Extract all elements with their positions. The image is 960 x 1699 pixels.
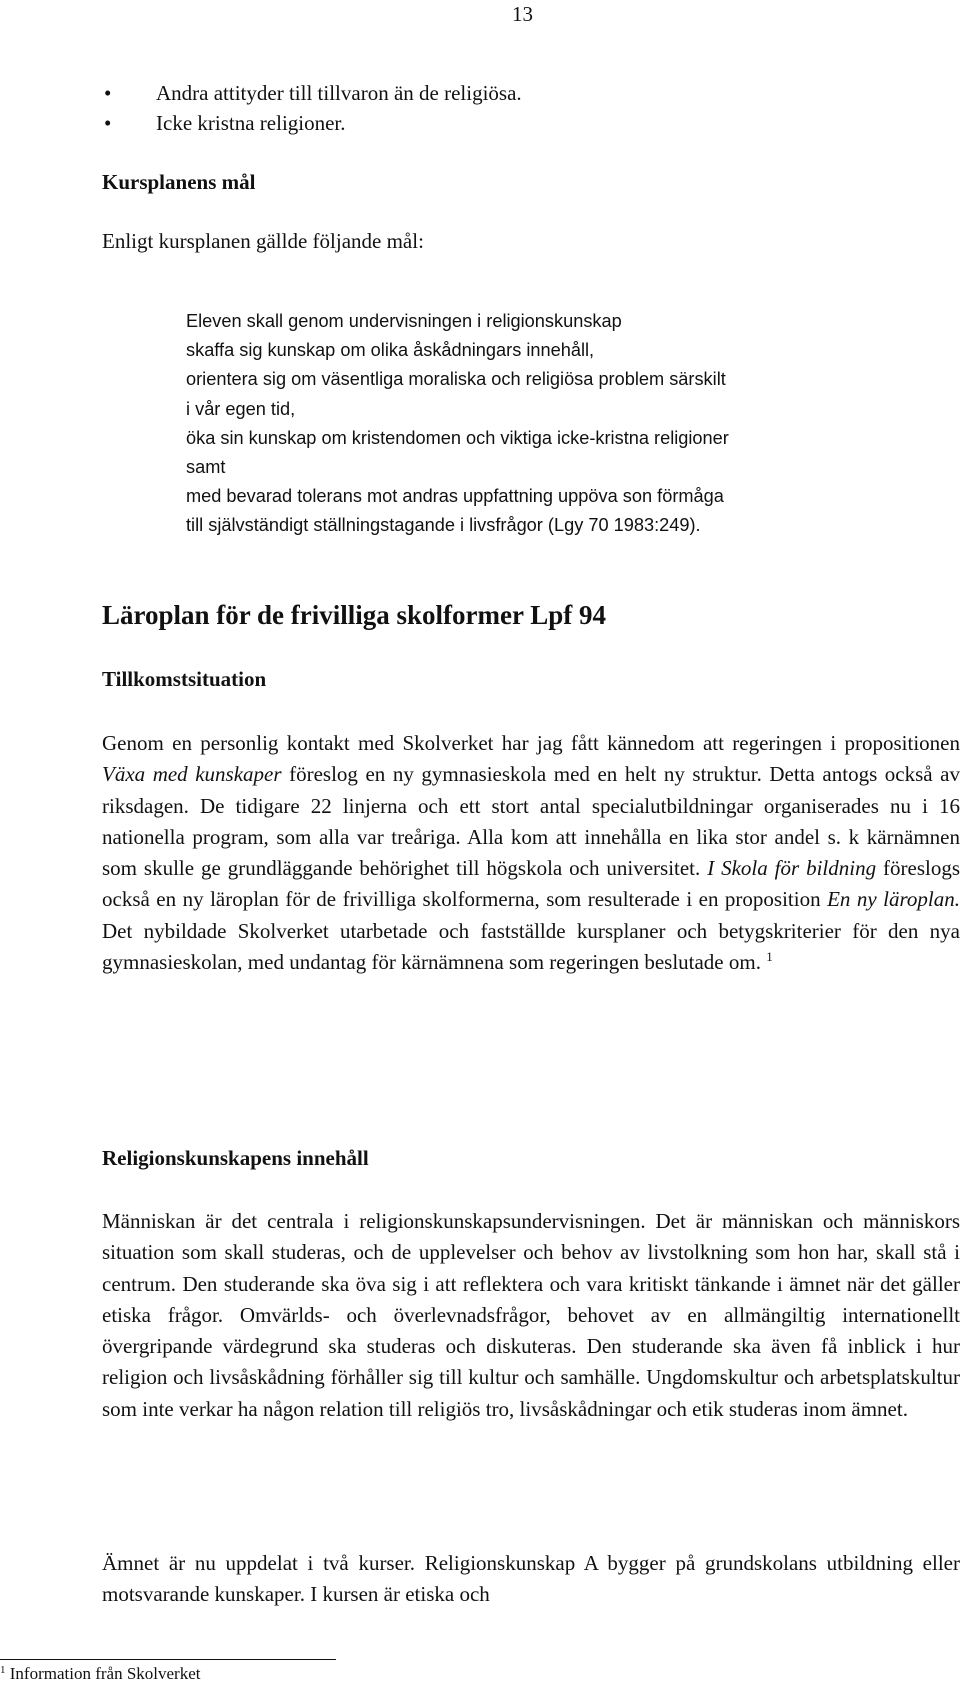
para-text: föreslogs också en ny läroplan för de frivilliga skolformerna, som resulterade i en proposition [102, 856, 960, 912]
quote-line: orientera sig om väsentliga moraliska och religiösa problem särskilt [186, 369, 726, 390]
quote-line: i vår egen tid, [186, 398, 296, 419]
para-text: Det nybildade Skolverket utarbetade och fastställde kursplaner och betygskriterier för den nya gymnasieskolan, med undantag för kärnämnena som regeringen beslutade om. [102, 918, 960, 975]
heading-tillkomstsituation: Tillkomstsituation [102, 667, 267, 691]
bullet-list [104, 78, 522, 138]
footnote-number: 1 [0, 1664, 6, 1676]
kursplan-intro: Enligt kursplanen gällde följande mål: [102, 229, 424, 253]
footnote-reference: 1 [766, 949, 773, 965]
bullet-item: • Icke kristna religioner. [104, 108, 522, 138]
quote-line: samt [186, 457, 226, 478]
italic-title: I Skola för bildning [707, 856, 877, 881]
heading-laroplan: Läroplan för de frivilliga skolformer Lpf 94 [102, 600, 606, 630]
footnote-rule [0, 1659, 336, 1660]
quote-line: öka sin kunskap om kristendomen och viktiga icke-kristna religioner [186, 427, 729, 448]
italic-title: Växa med kunskaper [102, 762, 282, 787]
paragraph-kurser: Ämnet är nu uppdelat i två kurser. Religionskunskap A bygger på grundskolans utbildning eller motsvarande kunskaper. I kursen är etiska och [102, 1551, 960, 1607]
heading-religionskunskapens-innehall: Religionskunskapens innehåll [102, 1146, 369, 1170]
kursplan-quote [186, 307, 906, 541]
quote-line: Eleven skall genom undervisningen i religionskunskap [186, 311, 622, 331]
quote-line: skaffa sig kunskap om olika åskådningars innehåll, [186, 340, 595, 361]
heading-kursplanens-mal: Kursplanens mål [102, 170, 256, 194]
para-text: Genom en personlig kontakt med Skolverket har jag fått kännedom att regeringen i propositionen [102, 731, 960, 755]
footnote-text: Information från Skolverket [9, 1664, 201, 1683]
paragraph-innehall: Människan är det centrala i religionskunskapsundervisningen. Det är människan och människors situation som skall studeras, och de upplevelser och behov av livstolkning som hon har, skall stå i centrum. Den studerande ska öva sig i att reflektera och vara kritiskt tänkande i ämnet när det gäller etiska frågor. Omvärlds- och överlevnadsfrågor, behovet av en allmängiltig internationellt övergripande värdegrund ska studeras och diskuteras. Den studerande ska även få inblick i hur religion och livsåskådning förhåller sig till kultur och samhälle. Ungdomskultur och arbetsplatskultur som inte verkar ha någon relation till religiös tro, livsåskådningar och etik studeras inom ämnet. [102, 1209, 960, 1421]
footnote [0, 1664, 200, 1684]
bullet-item: • Andra attityder till tillvaron än de religiösa. [104, 78, 522, 108]
quote-line: till självständigt ställningstagande i livsfrågor (Lgy 70 1983:249). [186, 515, 701, 536]
italic-title: En ny läroplan. [827, 887, 960, 912]
paragraph-tillkomst [102, 728, 960, 978]
page-number: 13 [512, 2, 533, 26]
quote-line: med bevarad tolerans mot andras uppfattning uppöva son förmåga [186, 486, 724, 507]
para-text: föreslog en ny gymnasieskola med en helt ny struktur. Detta antogs också av riksdagen. De tidigare 22 linjerna och ett stort antal specialutbildningar organiserades nu i 16 nationella program, som alla var treåriga. Alla kom att innehålla en lika stor andel s. k kärnämnen som skulle ge grundläggande behörighet till högskola och universitet. [102, 762, 960, 881]
